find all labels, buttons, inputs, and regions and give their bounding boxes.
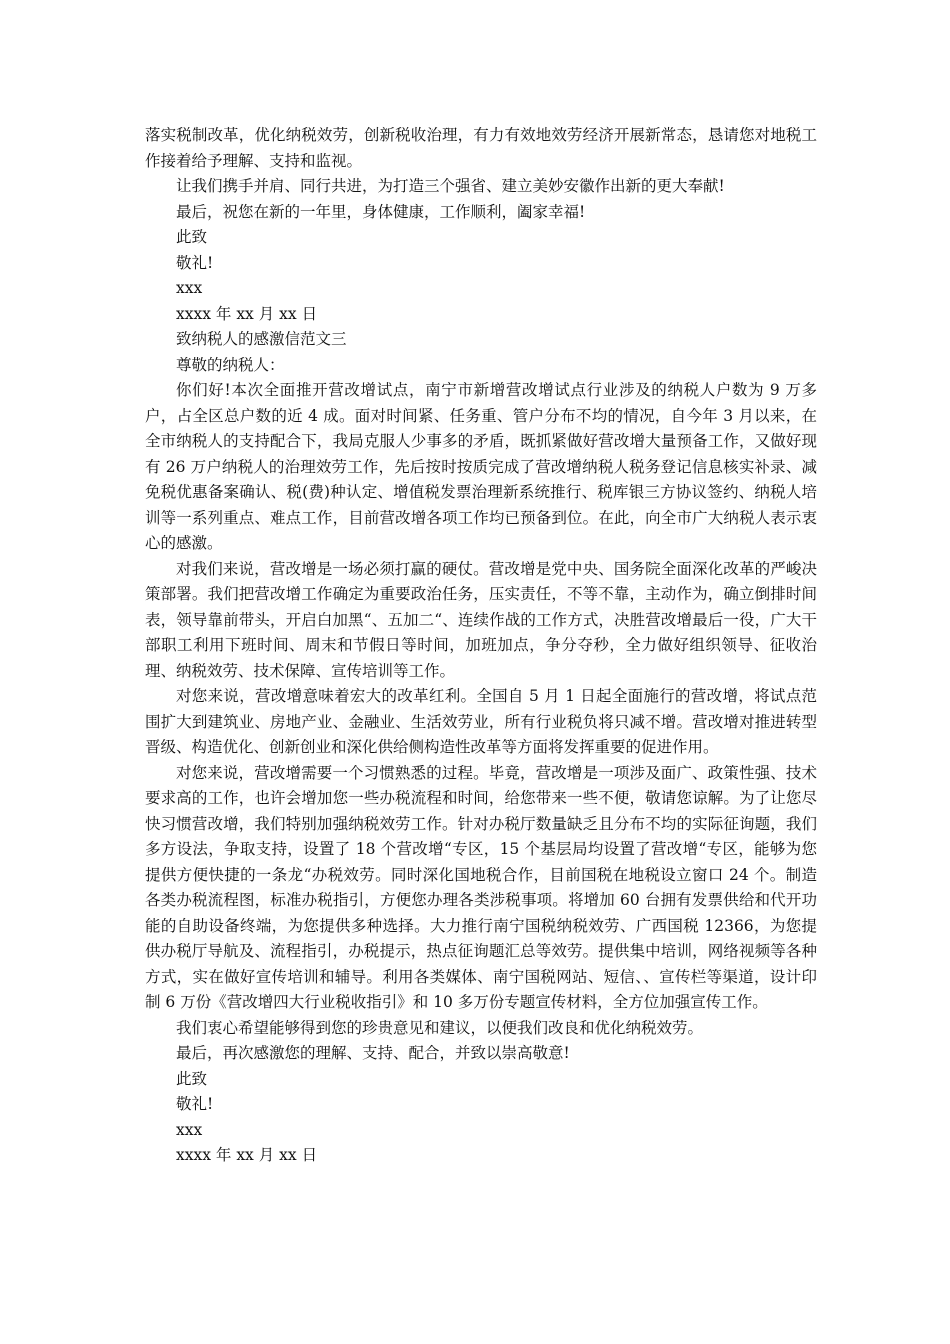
paragraph-together: 让我们携手并肩、同行共进，为打造三个强省、建立美妙安徽作出新的更大奉献! [176, 177, 725, 195]
signature: xxx [176, 279, 203, 297]
paragraph-5: 我们衷心希望能够得到您的珍贵意见和建议，以便我们改良和优化纳税效劳。 [176, 1018, 704, 1037]
paragraph-wish: 最后，祝您在新的一年里，身体健康，工作顺利，阖家幸福! [176, 202, 586, 221]
section-title: 致纳税人的感激信范文三 [176, 330, 347, 348]
paragraph-2: 对我们来说，营改增是一场必须打赢的硬仗。营改增是党中央、国务院全面深化改革的严峻决策部署。我们把营改增工作确定为重要政治任务，压实责任，不等不靠，主动作为，确立倒排时间表，领导靠前带头，开启白加黑“、五加二“、连续作战的工作方式，决胜营改增最后一役，广大干部职工利用下班时间、周末和节假日等时间，加班加点，争分夺秒，全力做好组织领导、征收治理、纳税效劳、技术保障、宣传培训等工作。 [145, 559, 817, 680]
closing-cizhi: 此致 [176, 1069, 208, 1088]
letter-body [145, 123, 817, 1169]
greeting: 尊敬的纳税人： [176, 355, 285, 374]
paragraph-1: 你们好!本次全面推开营改增试点，南宁市新增营改增试点行业涉及的纳税人户数为 9 万多户，占全区总户数的近 4 成。面对时间紧、任务重、管户分布不均的情况，自今年 3 月以来，在全市纳税人的支持配合下，我局克服人少事多的矛盾，既抓紧做好营改增大量预备工作，又做好现有 26 万户纳税人的治理效劳工作，先后按时按质完成了营改增纳税人税务登记信息核实补录、减免税优惠备案确认、税(费)种认定、增值税发票治理新系统推行、税库银三方协议签约、纳税人培训等一系列重点、难点工作，目前营改增各项工作均已预备到位。在此，向全市广大纳税人表示衷心的感激。 [145, 381, 817, 552]
date: xxxx 年 xx 月 xx 日 [176, 1146, 318, 1164]
closing-cizhi: 此致 [176, 228, 208, 246]
signature: xxx [176, 1120, 203, 1139]
closing-jingli: 敬礼! [176, 1095, 214, 1113]
date: xxxx 年 xx 月 xx 日 [176, 304, 318, 323]
paragraph-4: 对您来说，营改增需要一个习惯熟悉的过程。毕竟，营改增是一项涉及面广、政策性强、技术要求高的工作，也许会增加您一些办税流程和时间，给您带来一些不便，敬请您谅解。为了让您尽快习惯营改增，我们特别加强纳税效劳工作。针对办税厅数量缺乏且分布不均的实际征询题，我们多方设法，争取支持，设置了 18 个营改增“专区，15 个基层局均设置了营改增“专区，能够为您提供方便快捷的一条龙“办税效劳。同时深化国地税合作，目前国税在地税设立窗口 24 个。制造各类办税流程图，标准办税指引，方便您办理各类涉税事项。将增加 60 台拥有发票供给和代开功能的自助设备终端，为您提供多种选择。大力推行南宁国税纳税效劳、广西国税 12366，为您提供办税厅导航及、流程指引，办税提示，热点征询题汇总等效劳。提供集中培训，网络视频等各种方式，实在做好宣传培训和辅导。利用各类媒体、南宁国税网站、短信、、宣传栏等渠道，设计印制 6 万份《营改增四大行业税收指引》和 10 多万份专题宣传材料，全方位加强宣传工作。 [145, 763, 817, 1011]
closing-jingli: 敬礼! [176, 253, 214, 272]
paragraph-3: 对您来说，营改增意味着宏大的改革红利。全国自 5 月 1 日起全面施行的营改增，将试点范围扩大到建筑业、房地产业、金融业、生活效劳业，所有行业税负将只减不增。营改增对推进转型晋级、构造优化、创新创业和深化供给侧构造性改革等方面将发挥重要的促进作用。 [145, 687, 817, 756]
continued-paragraph: 落实税制改革，优化纳税效劳，创新税收治理，有力有效地效劳经济开展新常态，恳请您对地税工作接着给予理解、支持和监视。 [145, 126, 817, 170]
paragraph-6: 最后，再次感激您的理解、支持、配合，并致以崇高敬意! [176, 1044, 570, 1062]
